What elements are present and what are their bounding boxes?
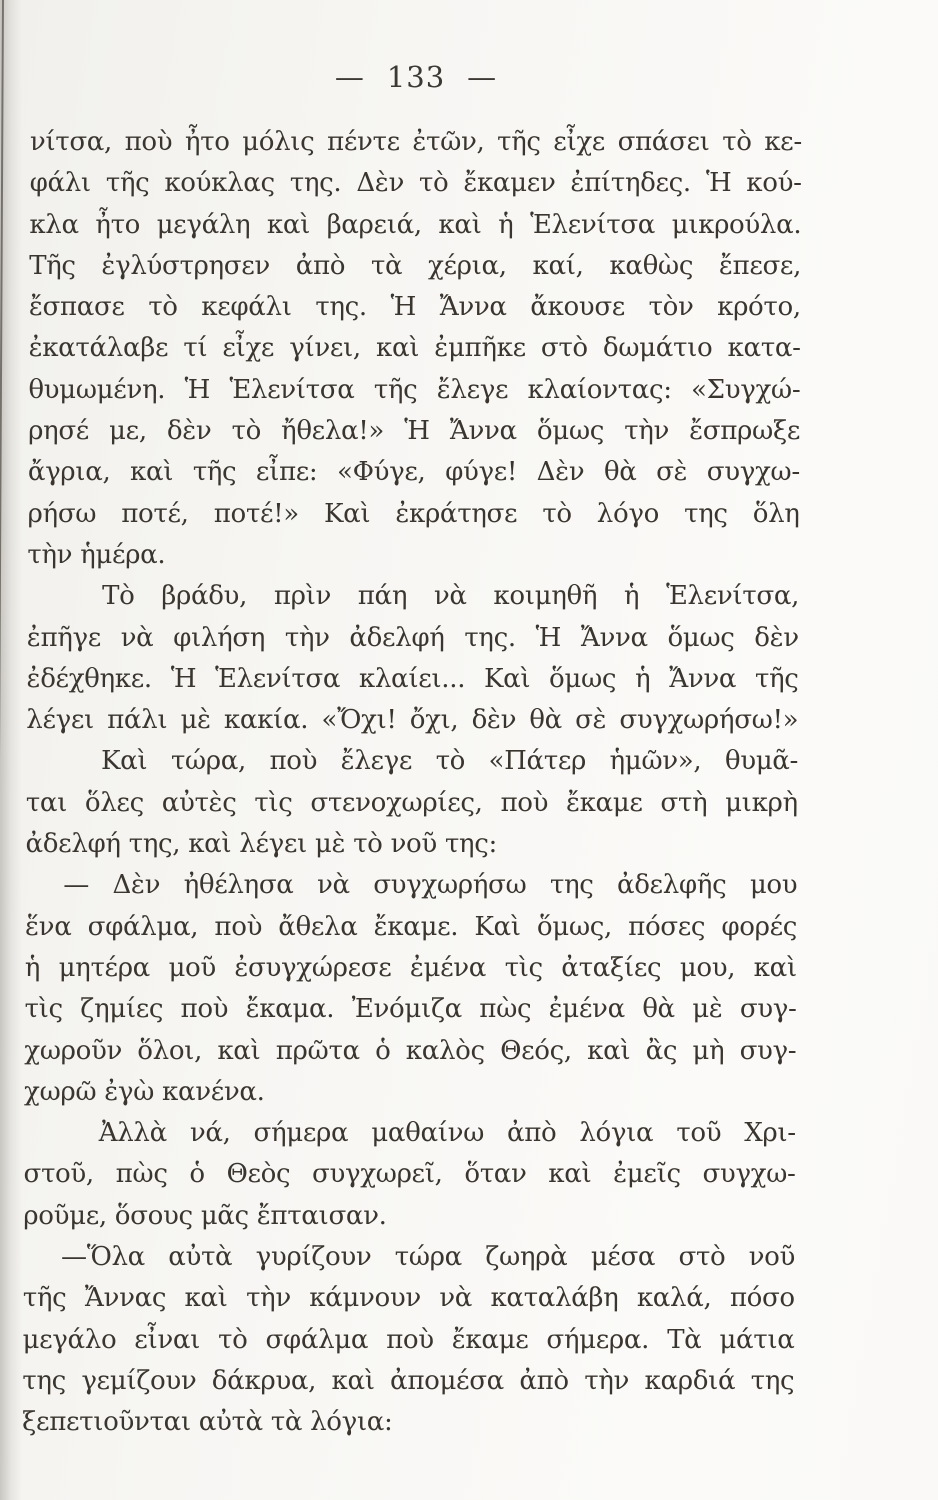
text-line: ἕνα σφάλμα, ποὺ ἄθελα ἔκαμε. Καὶ ὅμως, πόσες φορές bbox=[24, 911, 798, 942]
text-line: κλα ἦτο μεγάλη καὶ βαρειά, καὶ ἡ Ἑλενίτσα μικρούλα. bbox=[29, 209, 802, 240]
paragraph bbox=[27, 122, 802, 576]
paragraph bbox=[24, 865, 798, 1113]
text-line: τὶς ζημίες ποὺ ἔκαμα. Ἐνόμιζα πὼς ἐμένα θὰ μὲ συγ- bbox=[24, 994, 797, 1025]
paragraph bbox=[26, 576, 799, 741]
header-dash-left: — bbox=[334, 60, 365, 94]
header-dash-right: — bbox=[467, 60, 498, 94]
body-text bbox=[22, 122, 802, 1444]
text-line: της γεμίζουν δάκρυα, καὶ ἀπομέσα ἀπὸ τὴν καρδιά της bbox=[22, 1365, 795, 1396]
text-line: φάλι τῆς κούκλας της. Δὲν τὸ ἔκαμεν ἐπίτηδες. Ἡ κού- bbox=[29, 168, 802, 199]
text-line: ροῦμε, ὅσους μᾶς ἔπταισαν. bbox=[23, 1200, 387, 1231]
text-line: —Ὅλα αὐτὰ γυρίζουν τώρα ζωηρὰ μέσα στὸ νοῦ bbox=[60, 1242, 796, 1273]
text-line: ἀδελφή της, καὶ λέγει μὲ τὸ νοῦ της: bbox=[25, 829, 498, 860]
text-line: ρησέ με, δὲν τὸ ἤθελα!» Ἡ Ἄννα ὅμως τὴν ἔσπρωξε bbox=[28, 416, 801, 447]
text-line: ρήσω ποτέ, ποτέ!» Καὶ ἐκράτησε τὸ λόγο της ὅλη bbox=[27, 498, 800, 529]
paragraph bbox=[25, 741, 798, 865]
text-line: Τῆς ἐγλύστρησεν ἀπὸ τὰ χέρια, καί, καθὼς ἔπεσε, bbox=[29, 250, 802, 281]
paragraph bbox=[23, 1113, 796, 1237]
text-line: χωροῦν ὅλοι, καὶ πρῶτα ὁ καλὸς Θεός, καὶ ἂς μὴ συγ- bbox=[24, 1035, 797, 1066]
text-line: ἐπῆγε νὰ φιλήση τὴν ἀδελφή της. Ἡ Ἄννα ὅμως δὲν bbox=[26, 622, 799, 653]
text-line: στοῦ, πὼς ὁ Θεὸς συγχωρεῖ, ὅταν καὶ ἐμεῖς συγχω- bbox=[23, 1159, 796, 1190]
page-header bbox=[30, 60, 802, 94]
text-line: ξεπετιοῦνται αὐτὰ τὰ λόγια: bbox=[21, 1407, 393, 1438]
text-line: Τὸ βράδυ, πρὶν πάη νὰ κοιμηθῆ ἡ Ἑλενίτσα, bbox=[102, 581, 800, 612]
text-line: ἔσπασε τὸ κεφάλι της. Ἡ Ἄννα ἄκουσε τὸν κρότο, bbox=[28, 292, 801, 323]
text-line: νίτσα, ποὺ ἦτο μόλις πέντε ἐτῶν, τῆς εἶχε σπάσει τὸ κε- bbox=[29, 127, 802, 157]
text-line: ἄγρια, καὶ τῆς εἶπε: «Φύγε, φύγε! Δὲν θὰ σὲ συγχω- bbox=[27, 457, 800, 488]
page-edge-shadow bbox=[0, 0, 22, 1500]
text-line: ἡ μητέρα μοῦ ἐσυγχώρεσε ἐμένα τὶς ἀταξίες μου, καὶ bbox=[24, 952, 797, 983]
text-line: Καὶ τώρα, ποὺ ἔλεγε τὸ «Πάτερ ἡμῶν», θυμᾶ- bbox=[101, 746, 799, 777]
text-line: μεγάλο εἶναι τὸ σφάλμα ποὺ ἔκαμε σήμερα. Τὰ μάτια bbox=[22, 1324, 795, 1355]
paragraph bbox=[22, 1237, 795, 1443]
text-line: χωρῶ ἐγὼ κανένα. bbox=[23, 1076, 265, 1107]
page-number: 133 bbox=[386, 60, 446, 94]
text-line: ἐκατάλαβε τί εἶχε γίνει, καὶ ἐμπῆκε στὸ δωμάτιο κατα- bbox=[28, 333, 801, 364]
text-line: ται ὅλες αὐτὲς τὶς στενοχωρίες, ποὺ ἔκαμε στὴ μικρὴ bbox=[25, 787, 798, 818]
text-line: λέγει πάλι μὲ κακία. «Ὄχι! ὄχι, δὲν θὰ σὲ συγχωρήσω!» bbox=[26, 705, 799, 736]
text-line: Ἀλλὰ νά, σήμερα μαθαίνω ἀπὸ λόγια τοῦ Χρι- bbox=[98, 1118, 796, 1149]
text-line: — Δὲν ἠθέλησα νὰ συγχωρήσω της ἀδελφῆς μου bbox=[63, 870, 798, 901]
text-line: ἐδέχθηκε. Ἡ Ἑλενίτσα κλαίει... Καὶ ὅμως ἡ Ἄννα τῆς bbox=[26, 663, 799, 694]
text-line: τῆς Ἄννας καὶ τὴν κάμνουν νὰ καταλάβη καλά, πόσο bbox=[22, 1283, 795, 1314]
text-line: τὴν ἡμέρα. bbox=[27, 539, 166, 570]
text-line: θυμωμένη. Ἡ Ἑλενίτσα τῆς ἔλεγε κλαίοντας: «Συγχώ- bbox=[28, 374, 801, 405]
